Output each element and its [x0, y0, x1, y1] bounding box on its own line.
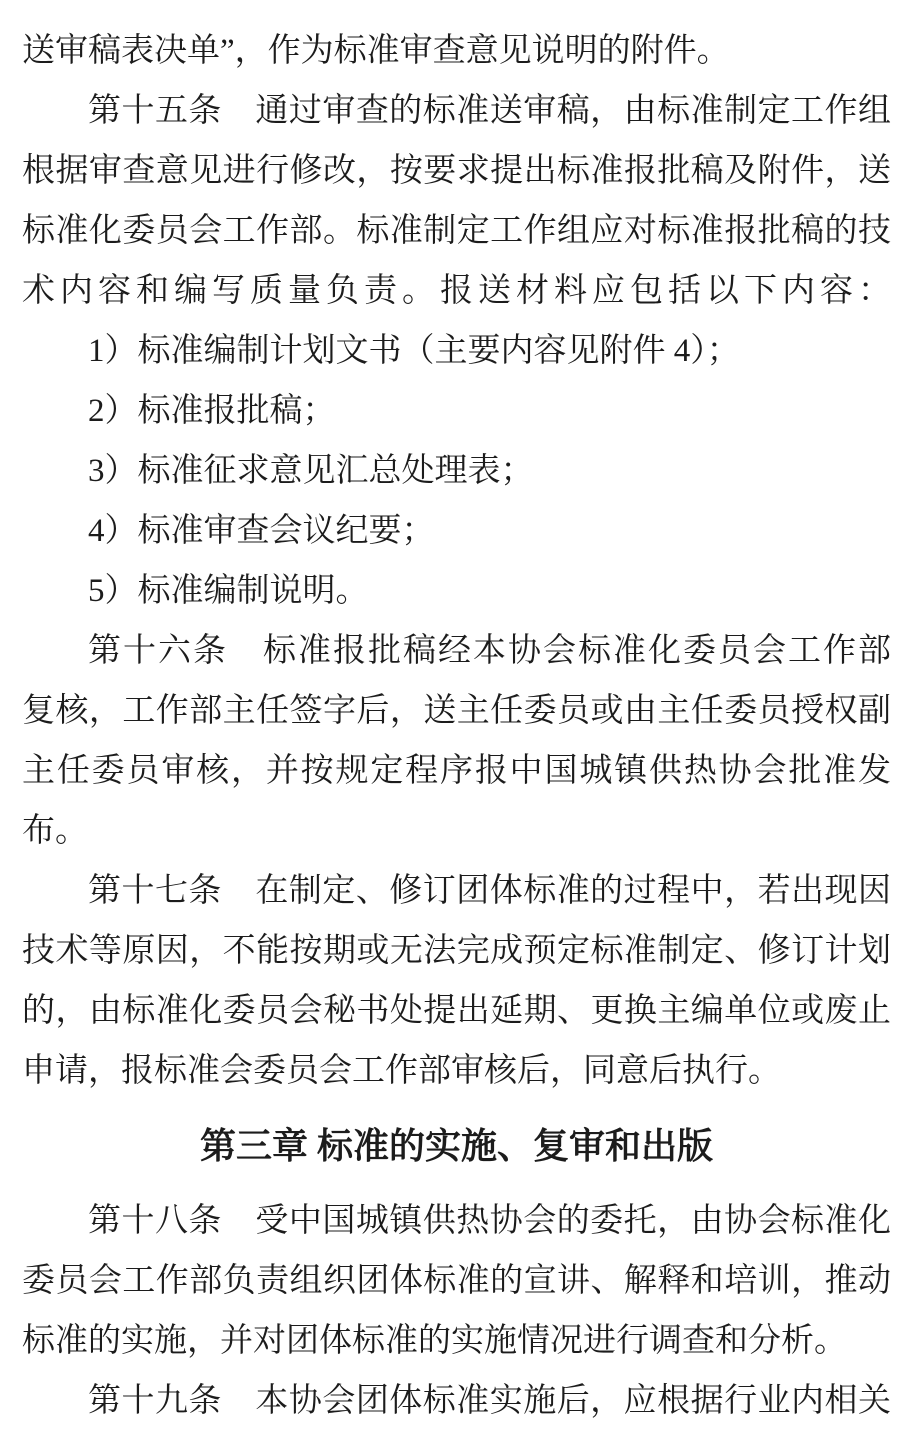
text-line: 申请，报标准会委员会工作部审核后，同意后执行。 — [22, 1053, 781, 1089]
text-line: 根据审查意见进行修改，按要求提出标准报批稿及附件，送 — [22, 153, 891, 189]
text-line: 第十八条 受中国城镇供热协会的委托，由协会标准化 — [88, 1203, 891, 1239]
text-line: 标准的实施，并对团体标准的实施情况进行调查和分析。 — [22, 1323, 847, 1359]
text-line: 的，由标准化委员会秘书处提出延期、更换主编单位或废止 — [22, 993, 891, 1029]
text-line: 布。 — [22, 813, 88, 849]
text-line: 第十六条 标准报批稿经本协会标准化委员会工作部 — [88, 633, 891, 669]
list-item-line: 3）标准征求意见汇总处理表； — [88, 453, 534, 489]
list-item-line: 1）标准编制计划文书（主要内容见附件 4）； — [88, 333, 740, 369]
list-item-line: 4）标准审查会议纪要； — [88, 513, 435, 549]
list-item-line: 5）标准编制说明。 — [88, 573, 369, 609]
text-line: 主任委员审核，并按规定程序报中国城镇供热协会批准发 — [22, 753, 891, 789]
text-line: 第十七条 在制定、修订团体标准的过程中，若出现因 — [88, 873, 891, 909]
text-line: 送审稿表决单”，作为标准审查意见说明的附件。 — [22, 33, 730, 69]
text-line: 标准化委员会工作部。标准制定工作组应对标准报批稿的技 — [22, 213, 891, 249]
text-line: 复核，工作部主任签字后，送主任委员或由主任委员授权副 — [22, 693, 891, 729]
text-line: 技术等原因，不能按期或无法完成预定标准制定、修订计划 — [22, 933, 891, 969]
list-item-line: 2）标准报批稿； — [88, 393, 336, 429]
chapter-heading: 第三章 标准的实施、复审和出版 — [199, 1126, 713, 1166]
text-line: 委员会工作部负责组织团体标准的宣讲、解释和培训，推动 — [22, 1263, 891, 1299]
text-line: 第十九条 本协会团体标准实施后，应根据行业内相关 — [88, 1383, 891, 1419]
text-line: 术内容和编写质量负责。报送材料应包括以下内容： — [22, 273, 891, 309]
text-line: 第十五条 通过审查的标准送审稿，由标准制定工作组 — [88, 93, 891, 129]
